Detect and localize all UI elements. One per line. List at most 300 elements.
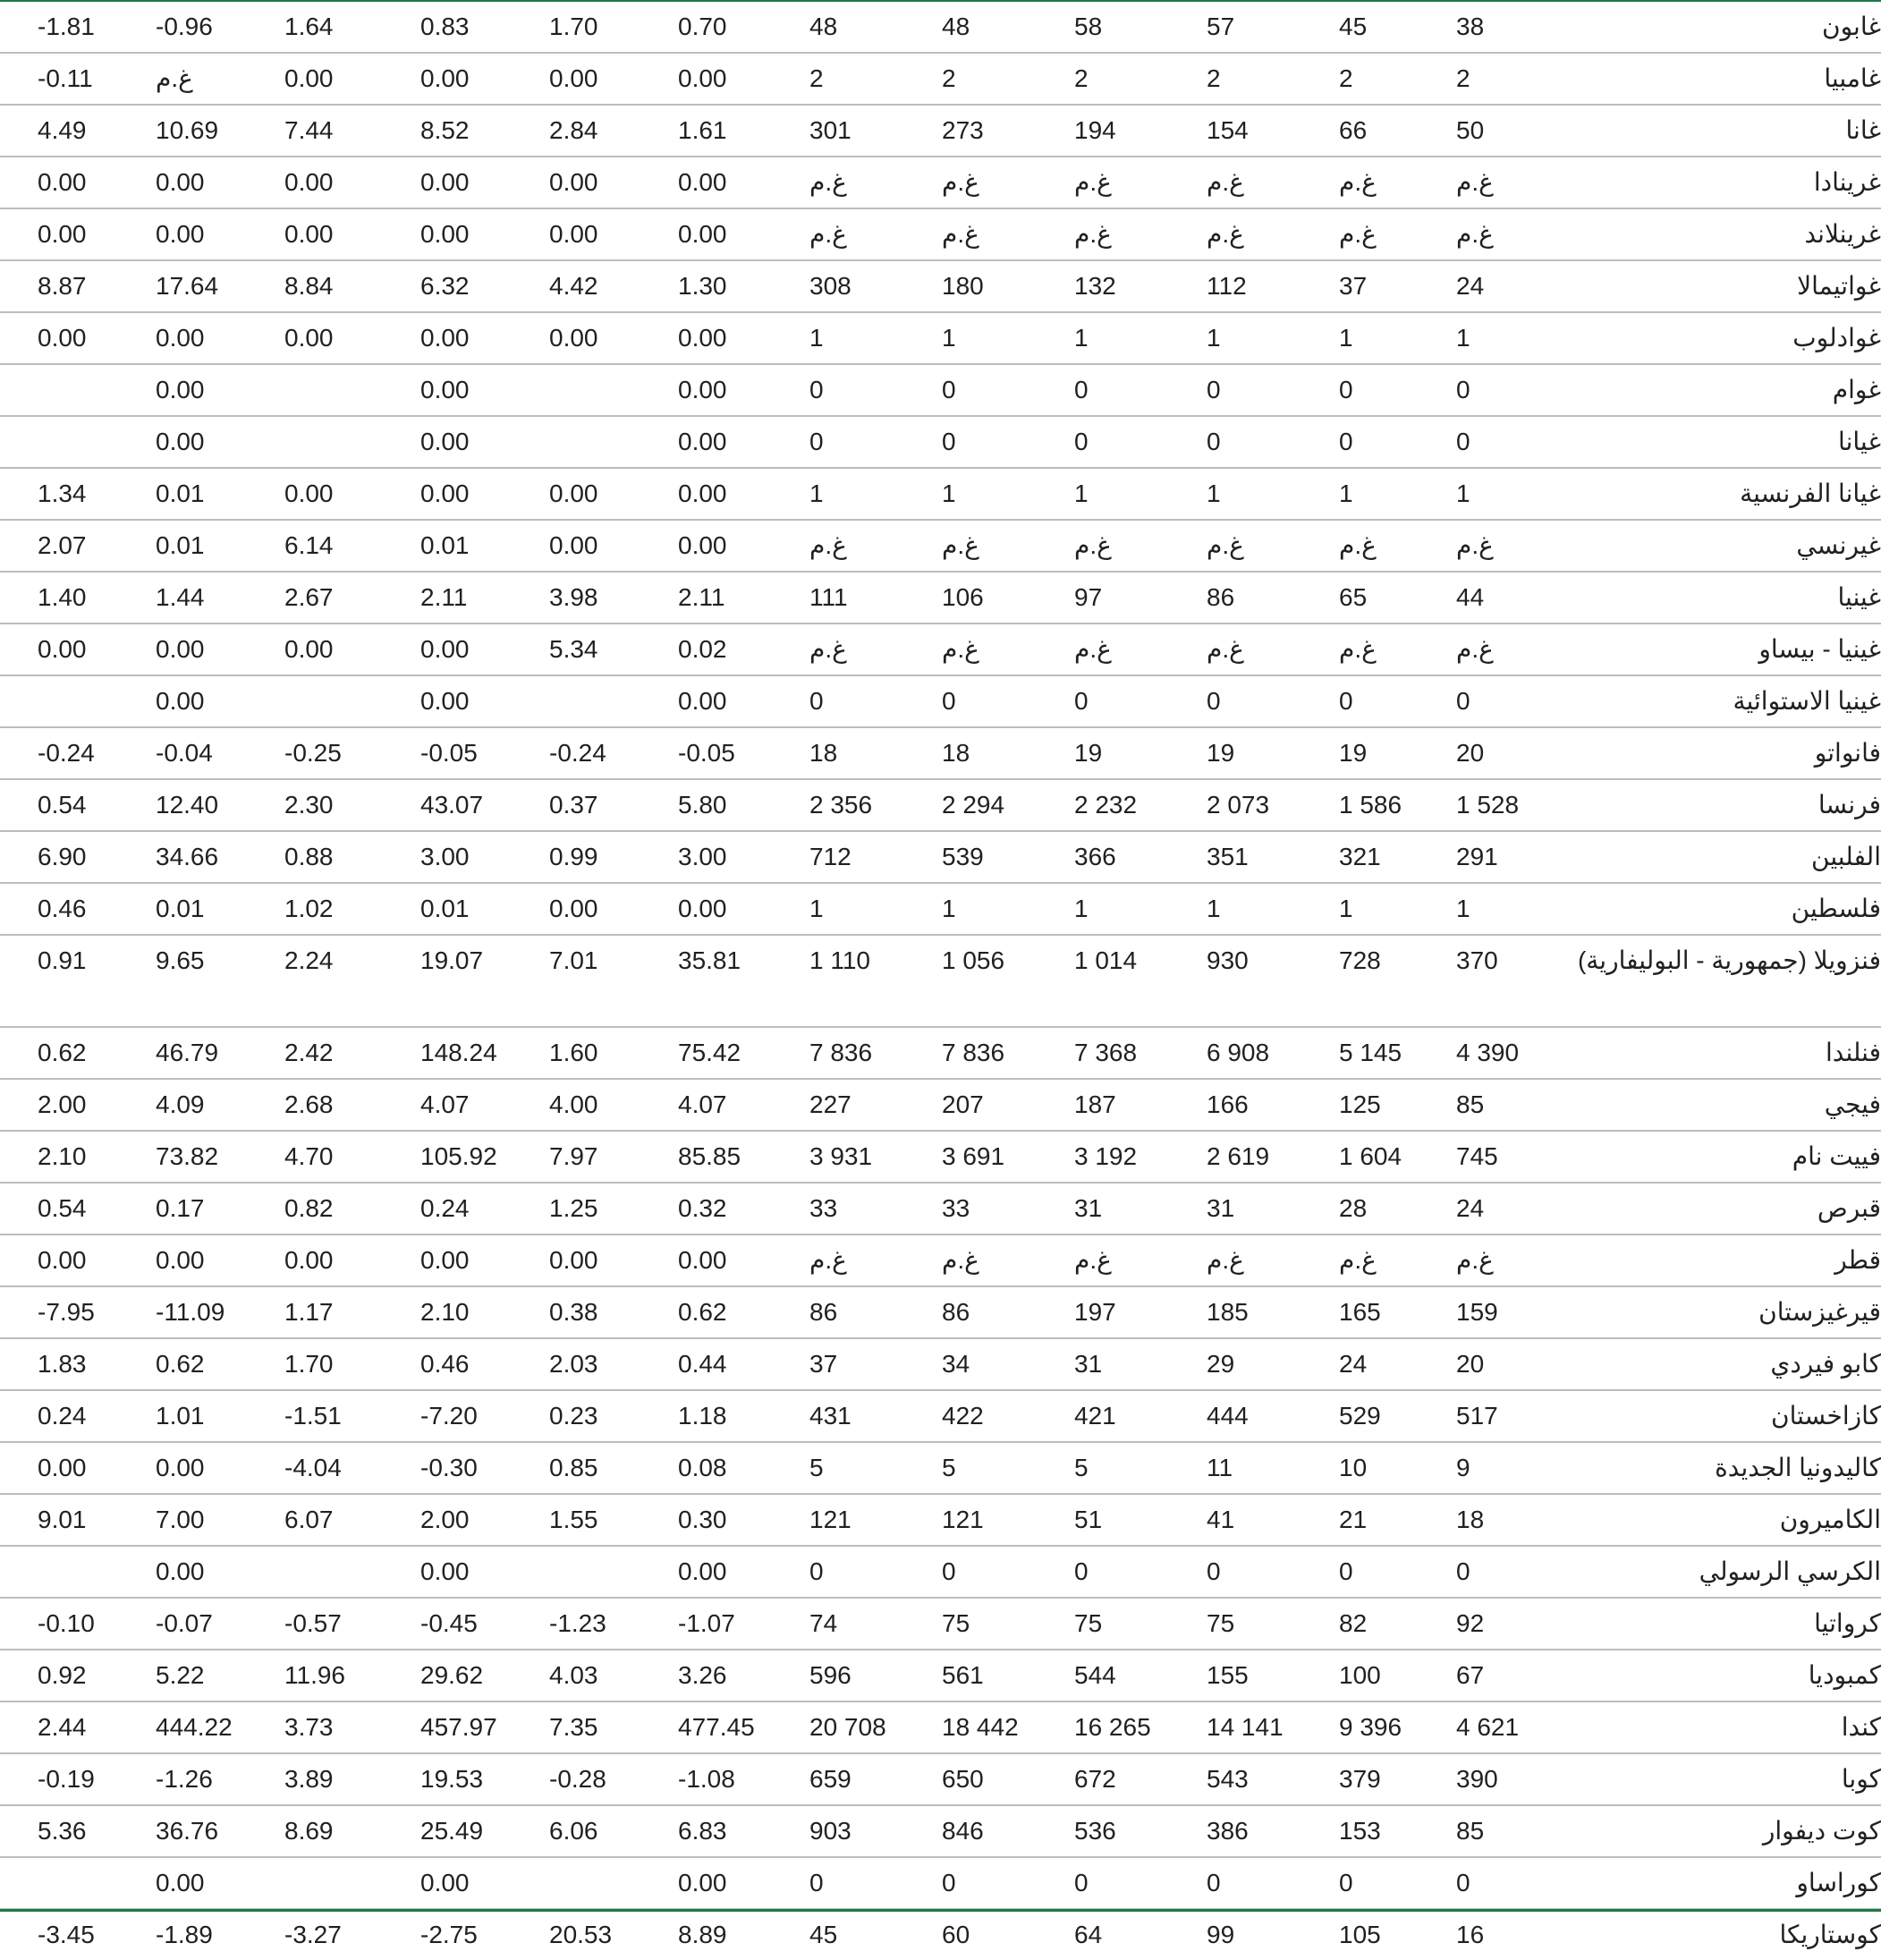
table-cell-value: 390 <box>1456 1753 1699 1805</box>
table-cell-value: 0.00 <box>132 1235 265 1286</box>
table-cell-value: 74 <box>794 1598 927 1650</box>
table-cell-value <box>265 675 397 727</box>
table-cell-value: 159 <box>1456 1286 1699 1338</box>
table-row <box>0 260 1881 312</box>
country-name: غوادلوب <box>1699 312 1881 364</box>
table-cell-value: 0 <box>1324 416 1456 468</box>
table-cell-value: 1 586 <box>1324 779 1456 831</box>
table-cell-value: 903 <box>794 1805 927 1857</box>
table-cell-value: -0.28 <box>530 1753 662 1805</box>
table-cell-value: 34.66 <box>132 831 265 883</box>
table-cell-value: غ.م <box>1059 157 1191 208</box>
table-cell-value: 33 <box>927 1183 1059 1235</box>
country-name: فنزويلا (جمهورية - البوليفارية) <box>1699 935 1881 1027</box>
table-cell-value: 0 <box>1456 416 1699 468</box>
table-cell-value: 21 <box>1324 1494 1456 1546</box>
table-cell-value: 0.24 <box>0 1390 132 1442</box>
table-cell-value: 0.00 <box>132 312 265 364</box>
table-cell-value: 0.91 <box>0 935 132 1027</box>
table-cell-value: 28 <box>1324 1183 1456 1235</box>
table-cell-value: 0 <box>927 1857 1059 1909</box>
table-cell-value: غ.م <box>1324 1235 1456 1286</box>
table-cell-value: 6.90 <box>0 831 132 883</box>
table-cell-value: 64 <box>1074 1921 1103 1948</box>
table-cell-value <box>0 1546 132 1598</box>
table-cell-value: 2.10 <box>397 1286 530 1338</box>
table-cell-value: 0.85 <box>530 1442 662 1494</box>
table-row <box>0 727 1881 779</box>
country-name: كندا <box>1699 1701 1881 1753</box>
table-cell-value: 444 <box>1191 1390 1324 1442</box>
table-cell-value: -0.04 <box>132 727 265 779</box>
table-cell-value: 7.00 <box>132 1494 265 1546</box>
country-name: فانواتو <box>1699 727 1881 779</box>
table-cell-value: 0.46 <box>397 1338 530 1390</box>
table-cell-value: -0.05 <box>397 727 530 779</box>
table-cell-value: 75 <box>1191 1598 1324 1650</box>
table-cell-value: 1.61 <box>662 105 794 157</box>
table-cell-value: 2.42 <box>265 1027 397 1079</box>
country-name: غينيا <box>1699 572 1881 624</box>
table-cell-value: 67 <box>1456 1650 1699 1701</box>
table-cell-value: 86 <box>1191 572 1324 624</box>
table-cell-value: 846 <box>927 1805 1059 1857</box>
table-cell-value: 4.07 <box>397 1079 530 1131</box>
table-cell-value: 41 <box>1191 1494 1324 1546</box>
table-cell-value: 75 <box>927 1598 1059 1650</box>
table-cell-value: 34 <box>927 1338 1059 1390</box>
table-cell-value <box>530 416 662 468</box>
table-cell-value: 0.00 <box>530 883 662 935</box>
country-name: كاليدونيا الجديدة <box>1699 1442 1881 1494</box>
country-name: غامبيا <box>1699 53 1881 105</box>
table-cell-value: 4.49 <box>0 105 132 157</box>
table-cell-value: 6.32 <box>397 260 530 312</box>
table-cell-value: 0.00 <box>397 624 530 675</box>
table-cell-value: 4.07 <box>662 1079 794 1131</box>
table-cell-value: 659 <box>794 1753 927 1805</box>
country-name: غوام <box>1699 364 1881 416</box>
table-cell-value: 0.00 <box>0 624 132 675</box>
table-cell-value: 4 621 <box>1456 1701 1699 1753</box>
table-cell-value: 29 <box>1191 1338 1324 1390</box>
table-cell-value: 0.00 <box>397 675 530 727</box>
table-cell-value: 51 <box>1059 1494 1191 1546</box>
country-name: قيرغيزستان <box>1699 1286 1881 1338</box>
table-cell-value: 1.44 <box>132 572 265 624</box>
table-cell-value: غ.م <box>794 624 927 675</box>
table-cell-value: 351 <box>1191 831 1324 883</box>
table-cell-value: غ.م <box>1059 208 1191 260</box>
table-cell-value: 0.00 <box>662 675 794 727</box>
table-cell-value: غ.م <box>1456 624 1699 675</box>
table-cell-value: غ.م <box>927 1235 1059 1286</box>
table-cell-value: 19 <box>1191 727 1324 779</box>
country-name: كابو فيردي <box>1699 1338 1881 1390</box>
table-cell-value: 0 <box>927 364 1059 416</box>
table-cell-value: 0.00 <box>397 364 530 416</box>
table-cell-value: 0.00 <box>397 416 530 468</box>
table-cell-value: 0.01 <box>397 883 530 935</box>
table-cell-value: 0 <box>794 675 927 727</box>
table-cell-value: 29.62 <box>397 1650 530 1701</box>
table-cell-value: -0.57 <box>265 1598 397 1650</box>
table-row <box>0 624 1881 675</box>
table-cell-value: غ.م <box>1324 624 1456 675</box>
table-cell-value: -4.04 <box>265 1442 397 1494</box>
table-cell-value: 8.87 <box>0 260 132 312</box>
table-cell-value: 0 <box>794 416 927 468</box>
table-cell-value: 1 <box>927 468 1059 520</box>
table-cell-value: 17.64 <box>132 260 265 312</box>
table-cell-value: 0.00 <box>265 624 397 675</box>
table-row <box>0 1494 1881 1546</box>
table-cell-value: 2.24 <box>265 935 397 1027</box>
table-cell-value: 0 <box>1059 364 1191 416</box>
table-cell-value: -1.89 <box>156 1921 213 1948</box>
table-cell-value: 1 <box>927 312 1059 364</box>
table-cell-value: 0 <box>794 364 927 416</box>
table-cell-value: 0 <box>1456 1546 1699 1598</box>
table-cell-value: 2 <box>927 53 1059 105</box>
table-cell-value: 100 <box>1324 1650 1456 1701</box>
table-cell-value: 0.00 <box>397 157 530 208</box>
table-cell-value: 9 396 <box>1324 1701 1456 1753</box>
table-cell-value: 121 <box>794 1494 927 1546</box>
table-cell-value: 0.54 <box>0 779 132 831</box>
table-cell-value: 444.22 <box>132 1701 265 1753</box>
table-cell-value: 745 <box>1456 1131 1699 1183</box>
table-cell-value: 1.83 <box>0 1338 132 1390</box>
table-cell-value: 0.01 <box>132 468 265 520</box>
table-cell-value: 2 356 <box>794 779 927 831</box>
table-cell-value: غ.م <box>1456 520 1699 572</box>
table-cell-value: 0.62 <box>662 1286 794 1338</box>
table-cell-value: 46.79 <box>132 1027 265 1079</box>
table-cell-value: 3.00 <box>397 831 530 883</box>
table-cell-value: 155 <box>1191 1650 1324 1701</box>
table-cell-value: 97 <box>1059 572 1191 624</box>
table-cell-value: 2 <box>1324 53 1456 105</box>
country-name: كوستاريكا <box>1779 1921 1881 1948</box>
table-cell-value: 24 <box>1456 260 1699 312</box>
table-cell-value: -1.07 <box>662 1598 794 1650</box>
table-cell-value: 1 <box>794 883 927 935</box>
table-cell-value: 1.40 <box>0 572 132 624</box>
table-cell-value: 543 <box>1191 1753 1324 1805</box>
table-cell-value: 0.38 <box>530 1286 662 1338</box>
table-cell-value: 35.81 <box>662 935 794 1027</box>
table-row <box>0 520 1881 572</box>
table-cell-value: 2.07 <box>0 520 132 572</box>
table-cell-value: -0.19 <box>0 1753 132 1805</box>
table-cell-value: 24 <box>1324 1338 1456 1390</box>
country-name: فلسطين <box>1699 883 1881 935</box>
table-cell-value: 0 <box>1324 364 1456 416</box>
table-cell-value: 5.80 <box>662 779 794 831</box>
table-cell-value: 0 <box>1324 1546 1456 1598</box>
table-cell-value: -7.20 <box>397 1390 530 1442</box>
table-cell-value: 2.11 <box>662 572 794 624</box>
table-cell-value: غ.م <box>1191 157 1324 208</box>
table-cell-value: 0.00 <box>662 1546 794 1598</box>
table-cell-value: 12.40 <box>132 779 265 831</box>
table-cell-value <box>530 364 662 416</box>
table-cell-value: 0 <box>1059 675 1191 727</box>
country-name: غيرنسي <box>1699 520 1881 572</box>
table-row <box>0 831 1881 883</box>
table-cell-value: 20.53 <box>549 1921 613 1948</box>
table-cell-value: 18 442 <box>927 1701 1059 1753</box>
table-cell-value: 0.00 <box>397 1235 530 1286</box>
table-cell-value: 0.46 <box>0 883 132 935</box>
table-row <box>0 53 1881 105</box>
table-row <box>0 1805 1881 1857</box>
table-cell-value: -1.81 <box>0 2 132 53</box>
table-cell-value: 0 <box>1456 364 1699 416</box>
table-cell-value: 0.00 <box>662 312 794 364</box>
table-cell-value: 2 232 <box>1059 779 1191 831</box>
table-row <box>0 1390 1881 1442</box>
table-cell-value: 73.82 <box>132 1131 265 1183</box>
table-cell-value: 0.00 <box>662 208 794 260</box>
table-cell-value: 0.00 <box>530 312 662 364</box>
table-cell-value: 0.01 <box>132 883 265 935</box>
table-cell-value: 0 <box>794 1546 927 1598</box>
table-cell-value <box>0 364 132 416</box>
table-cell-value: 18 <box>927 727 1059 779</box>
table-cell-value: 0.00 <box>662 468 794 520</box>
table-cell-value: 0.44 <box>662 1338 794 1390</box>
table-cell-value: 19.07 <box>397 935 530 1027</box>
table-cell-value: 1 <box>794 312 927 364</box>
table-cell-value: 0.00 <box>0 1442 132 1494</box>
table-cell-value: 106 <box>927 572 1059 624</box>
table-cell-value: 38 <box>1456 2 1699 53</box>
table-cell-value: 1 <box>1059 883 1191 935</box>
table-cell-value: 0.00 <box>397 1546 530 1598</box>
table-cell-value: 0.00 <box>530 520 662 572</box>
table-cell-value: 0.00 <box>0 312 132 364</box>
table-cell-value: 301 <box>794 105 927 157</box>
table-cell-value: 1 <box>1191 312 1324 364</box>
table-cell-value: غ.م <box>1191 624 1324 675</box>
table-cell-value: 422 <box>927 1390 1059 1442</box>
table-cell-value: 2.10 <box>0 1131 132 1183</box>
table-cell-value: 5.22 <box>132 1650 265 1701</box>
table-cell-value: 0.00 <box>530 468 662 520</box>
table-row <box>0 1027 1881 1079</box>
table-cell-value <box>0 416 132 468</box>
table-cell-value: 2 <box>794 53 927 105</box>
table-row <box>0 312 1881 364</box>
table-cell-value: 1 <box>1324 312 1456 364</box>
table-cell-value: 10 <box>1324 1442 1456 1494</box>
table-cell-value: 2.30 <box>265 779 397 831</box>
table-cell-value: 5 <box>794 1442 927 1494</box>
table-cell-value <box>530 675 662 727</box>
table-cell-value: 273 <box>927 105 1059 157</box>
table-cell-value: 31 <box>1059 1338 1191 1390</box>
table-cell-value: 33 <box>794 1183 927 1235</box>
country-name: غينيا - بيساو <box>1699 624 1881 675</box>
table-cell-value: غ.م <box>1456 157 1699 208</box>
table-cell-value: 60 <box>942 1921 970 1948</box>
table-cell-value: 50 <box>1456 105 1699 157</box>
country-name: قطر <box>1699 1235 1881 1286</box>
table-cell-value: 10.69 <box>132 105 265 157</box>
table-cell-value: 536 <box>1059 1805 1191 1857</box>
table-cell-value: 20 708 <box>794 1701 927 1753</box>
country-name: غابون <box>1699 2 1881 53</box>
table-cell-value: 65 <box>1324 572 1456 624</box>
table-cell-value: غ.م <box>1191 520 1324 572</box>
table-cell-value: 0.82 <box>265 1183 397 1235</box>
table-cell-value: 45 <box>809 1921 838 1948</box>
table-cell-value: 0.00 <box>132 416 265 468</box>
table-cell-value: 0.01 <box>132 520 265 572</box>
country-name: كوبا <box>1699 1753 1881 1805</box>
country-name: كازاخستان <box>1699 1390 1881 1442</box>
table-cell-value: 1 <box>1456 312 1699 364</box>
table-cell-value: 1 056 <box>927 935 1059 1027</box>
country-name: غرينادا <box>1699 157 1881 208</box>
table-cell-value: 5 <box>927 1442 1059 1494</box>
table-cell-value: 187 <box>1059 1079 1191 1131</box>
table-row <box>0 1598 1881 1650</box>
table-cell-value: 1 <box>1059 312 1191 364</box>
table-cell-value: 0 <box>1191 1546 1324 1598</box>
table-cell-value: 0.99 <box>530 831 662 883</box>
country-name: غينيا الاستوائية <box>1699 675 1881 727</box>
table-cell-value: 0.00 <box>265 468 397 520</box>
table-cell-value: 105 <box>1339 1921 1381 1948</box>
table-cell-value: 0 <box>1059 1857 1191 1909</box>
table-cell-value: 0.00 <box>132 1857 265 1909</box>
table-cell-value: 0.00 <box>662 883 794 935</box>
table-row <box>0 1442 1881 1494</box>
table-bottom-rule <box>0 1909 1881 1912</box>
table-row <box>0 1546 1881 1598</box>
table-cell-value: 99 <box>1207 1921 1235 1948</box>
table-cell-value: -0.24 <box>0 727 132 779</box>
table-cell-value: 4.42 <box>530 260 662 312</box>
country-name: قبرص <box>1699 1183 1881 1235</box>
table-cell-value: 0 <box>1191 1857 1324 1909</box>
table-cell-value: 37 <box>794 1338 927 1390</box>
table-cell-value: 86 <box>927 1286 1059 1338</box>
table-cell-value: 6 908 <box>1191 1027 1324 1079</box>
table-cell-value: -0.96 <box>132 2 265 53</box>
table-cell-value: 2.03 <box>530 1338 662 1390</box>
table-cell-value: 85 <box>1456 1805 1699 1857</box>
table-cell-value: 1.60 <box>530 1027 662 1079</box>
table-row <box>0 2 1881 53</box>
table-cell-value: 197 <box>1059 1286 1191 1338</box>
table-cell-value: 8.89 <box>678 1921 727 1948</box>
table-cell-value: 194 <box>1059 105 1191 157</box>
table-cell-value: 0.83 <box>397 2 530 53</box>
table-cell-value: 2.44 <box>0 1701 132 1753</box>
table-cell-value: 0.00 <box>132 208 265 260</box>
table-cell-value: -0.05 <box>662 727 794 779</box>
table-row <box>0 1857 1881 1909</box>
table-cell-value: 930 <box>1191 935 1324 1027</box>
country-name: فييت نام <box>1699 1131 1881 1183</box>
table-cell-value: -1.26 <box>132 1753 265 1805</box>
table-cell-value: 153 <box>1324 1805 1456 1857</box>
table-cell-value: غ.م <box>794 157 927 208</box>
table-cell-value: 25.49 <box>397 1805 530 1857</box>
table-cell-value: 166 <box>1191 1079 1324 1131</box>
table-cell-value: -0.25 <box>265 727 397 779</box>
table-cell-value: 1 <box>1456 883 1699 935</box>
country-name: الكاميرون <box>1699 1494 1881 1546</box>
table-cell-value: غ.م <box>1456 208 1699 260</box>
table-cell-value: 0.00 <box>662 157 794 208</box>
table-cell-value: 6.83 <box>662 1805 794 1857</box>
table-cell-value: 5 <box>1059 1442 1191 1494</box>
table-cell-value: 0.00 <box>132 157 265 208</box>
table-cell-value: 0 <box>1059 1546 1191 1598</box>
table-cell-value: 75.42 <box>662 1027 794 1079</box>
table-cell-value: 3.26 <box>662 1650 794 1701</box>
table-cell-value: -0.07 <box>132 1598 265 1650</box>
table-cell-value: 370 <box>1456 935 1699 1027</box>
table-cell-value: 2 294 <box>927 779 1059 831</box>
table-cell-value: 75 <box>1059 1598 1191 1650</box>
table-cell-value: 58 <box>1059 2 1191 53</box>
table-cell-value: -0.10 <box>0 1598 132 1650</box>
table-cell-value: 2.68 <box>265 1079 397 1131</box>
table-row <box>0 675 1881 727</box>
table-cell-value: 728 <box>1324 935 1456 1027</box>
table-cell-value: 517 <box>1456 1390 1699 1442</box>
table-row <box>0 1701 1881 1753</box>
table-cell-value: 0.00 <box>265 157 397 208</box>
table-row <box>0 1338 1881 1390</box>
table-cell-value: 165 <box>1324 1286 1456 1338</box>
table-cell-value: 92 <box>1456 1598 1699 1650</box>
table-cell-value: 0.32 <box>662 1183 794 1235</box>
table-cell-value: 2.00 <box>0 1079 132 1131</box>
table-cell-value: 2.00 <box>397 1494 530 1546</box>
table-cell-value: 0 <box>927 1546 1059 1598</box>
table-cell-value <box>265 364 397 416</box>
country-name: غيانا الفرنسية <box>1699 468 1881 520</box>
table-cell-value: 1 <box>1191 883 1324 935</box>
table-cell-value: 0 <box>794 1857 927 1909</box>
table-cell-value: 0 <box>1456 1857 1699 1909</box>
table-cell-value: 431 <box>794 1390 927 1442</box>
table-cell-value: 0.24 <box>397 1183 530 1235</box>
table-cell-value: غ.م <box>1324 208 1456 260</box>
table-cell-value: غ.م <box>927 624 1059 675</box>
table-cell-value: 66 <box>1324 105 1456 157</box>
table-cell-value: 0.02 <box>662 624 794 675</box>
table-cell-value: 0 <box>1059 416 1191 468</box>
table-row <box>0 1753 1881 1805</box>
table-row <box>0 105 1881 157</box>
table-cell-value: غ.م <box>1191 1235 1324 1286</box>
table-row <box>0 364 1881 416</box>
table-cell-value: 7 836 <box>794 1027 927 1079</box>
table-cell-value: 5 145 <box>1324 1027 1456 1079</box>
table-cell-value: 3.89 <box>265 1753 397 1805</box>
table-cell-value: 36.76 <box>132 1805 265 1857</box>
table-row <box>0 1183 1881 1235</box>
table-cell-value: 291 <box>1456 831 1699 883</box>
